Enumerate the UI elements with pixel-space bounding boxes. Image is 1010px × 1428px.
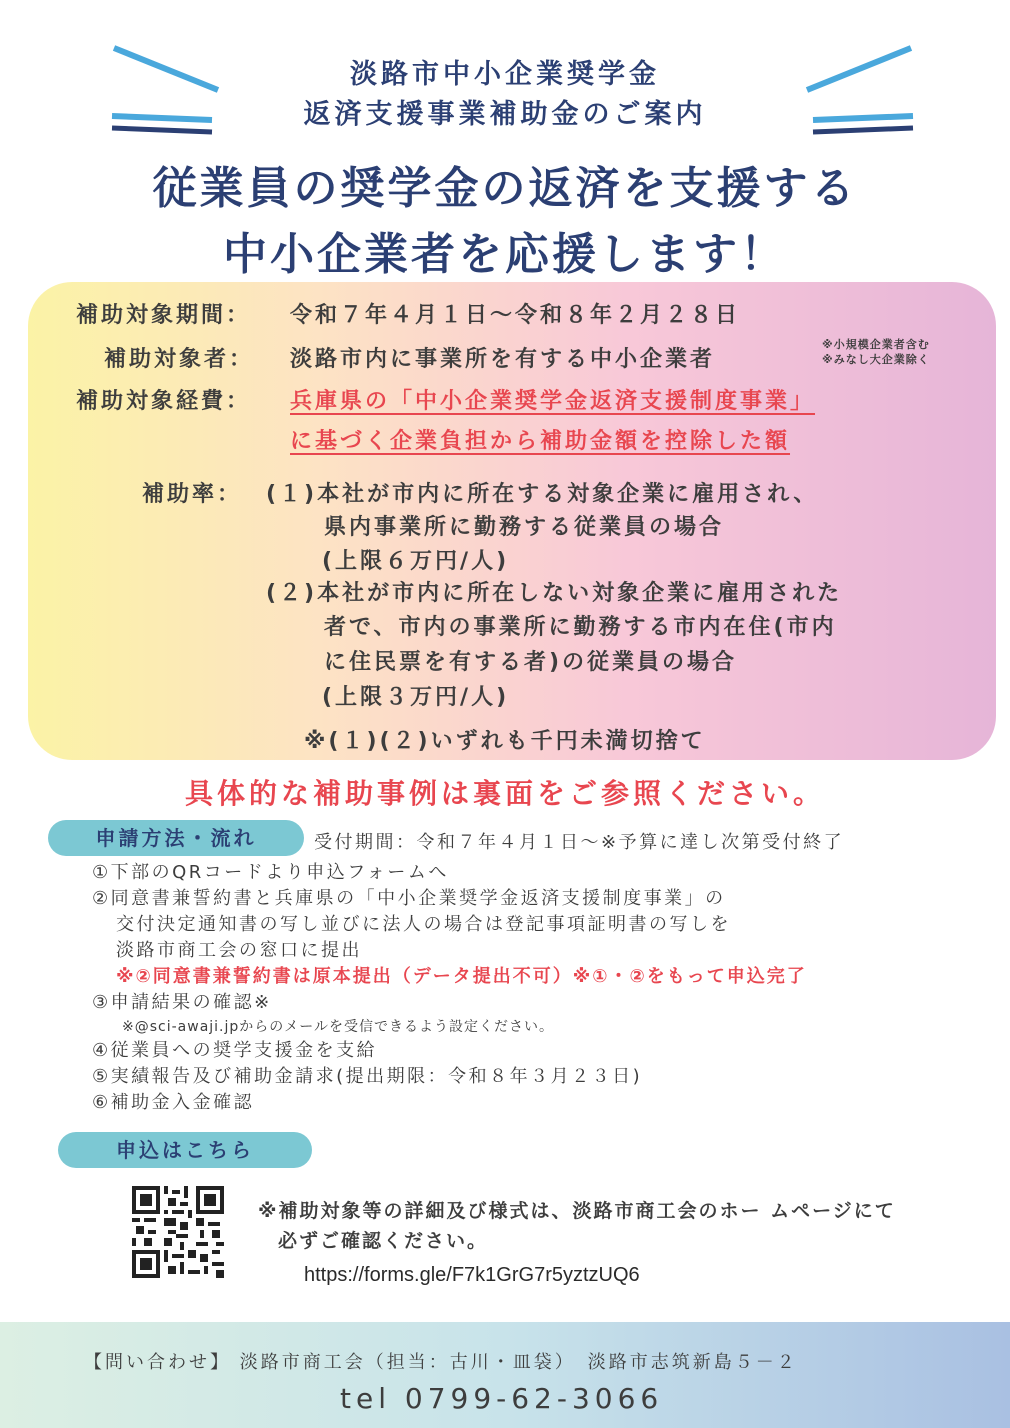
notice-line2: 必ずご確認ください。 (278, 1230, 489, 1252)
contact-info: 【問い合わせ】 淡路市商工会（担当：古川・皿袋） 淡路市志筑新島５－２ (84, 1352, 798, 1373)
application-process-pill: 申請方法・流れ (48, 820, 304, 856)
rate1-line2: 県内事業所に勤務する従業員の場合 (324, 515, 725, 540)
step-2-line1: ②同意書兼誓約書と兵庫県の「中小企業奨学金返済支援制度事業」の (92, 888, 726, 909)
target-note-2: ※みなし大企業除く (822, 353, 930, 366)
step-2-line2: 交付決定通知書の写し並びに法人の場合は登記事項証明書の写しを (116, 914, 731, 935)
step-2-note: ※②同意書兼誓約書は原本提出（データ提出不可）※①・②をもって申込完了 (116, 966, 807, 987)
step-3-note: ※@sci-awaji.jpからのメールを受信できるよう設定ください。 (122, 1019, 554, 1035)
target-value: 淡路市内に事業所を有する中小企業者 (290, 347, 716, 372)
apply-here-pill: 申込はこちら (58, 1132, 312, 1168)
rate2-line2: 者で、市内の事業所に勤務する市内在住(市内 (324, 615, 837, 640)
target-label: 補助対象者： (104, 347, 255, 372)
step-4: ④従業員への奨学支援金を支給 (92, 1040, 378, 1061)
step-3: ③申請結果の確認※ (92, 992, 272, 1013)
reference-banner: 具体的な補助事例は裏面をご参照ください。 (184, 777, 825, 810)
headline-line1: 従業員の奨学金の返済を支援する (152, 163, 858, 214)
application-form-link[interactable]: https://forms.gle/F7k1GrG7r5yztzUQ6 (304, 1264, 640, 1286)
rate1-line3: (上限６万円/人) (322, 549, 510, 574)
step-5: ⑤実績報告及び補助金請求(提出期限：令和８年３月２３日) (92, 1066, 643, 1087)
rate1-line1: (１)本社が市内に所在する対象企業に雇用され、 (266, 482, 819, 507)
period-value: 令和７年４月１日～令和８年２月２８日 (290, 303, 741, 328)
step-2-line3: 淡路市商工会の窓口に提出 (116, 940, 362, 961)
cost-line1: 兵庫県の「中小企業奨学金返済支援制度事業」 (290, 389, 816, 414)
cost-label: 補助対象経費： (76, 389, 252, 414)
step-6: ⑥補助金入金確認 (92, 1092, 255, 1113)
step-1: ①下部のQRコードより申込フォームへ (92, 862, 449, 883)
rate2-line1: (２)本社が市内に所在しない対象企業に雇用された (266, 581, 843, 606)
rate-note: ※(１)(２)いずれも千円未満切捨て (304, 729, 706, 754)
rate2-line4: (上限３万円/人) (322, 685, 510, 710)
reception-period: 受付期間：令和７年４月１日～※予算に達し次第受付終了 (314, 832, 845, 853)
headline-line2: 中小企業者を応援します！ (223, 229, 787, 280)
notice-line1: ※補助対象等の詳細及び様式は、淡路市商工会のホー ムページにて (258, 1200, 896, 1222)
target-note-1: ※小規模企業者含む (822, 338, 930, 351)
rate-label: 補助率： (142, 482, 243, 507)
qr-code-icon[interactable] (132, 1186, 224, 1278)
period-label: 補助対象期間： (76, 303, 252, 328)
rate2-line3: に住民票を有する者)の従業員の場合 (324, 650, 738, 675)
cost-line2: に基づく企業負担から補助金額を控除した額 (290, 429, 791, 454)
subtitle-line1: 淡路市中小企業奨学金 (350, 59, 660, 90)
subtitle-line2: 返済支援事業補助金のご案内 (303, 99, 707, 130)
phone-number[interactable]: tel 0799-62-3066 (340, 1382, 664, 1415)
